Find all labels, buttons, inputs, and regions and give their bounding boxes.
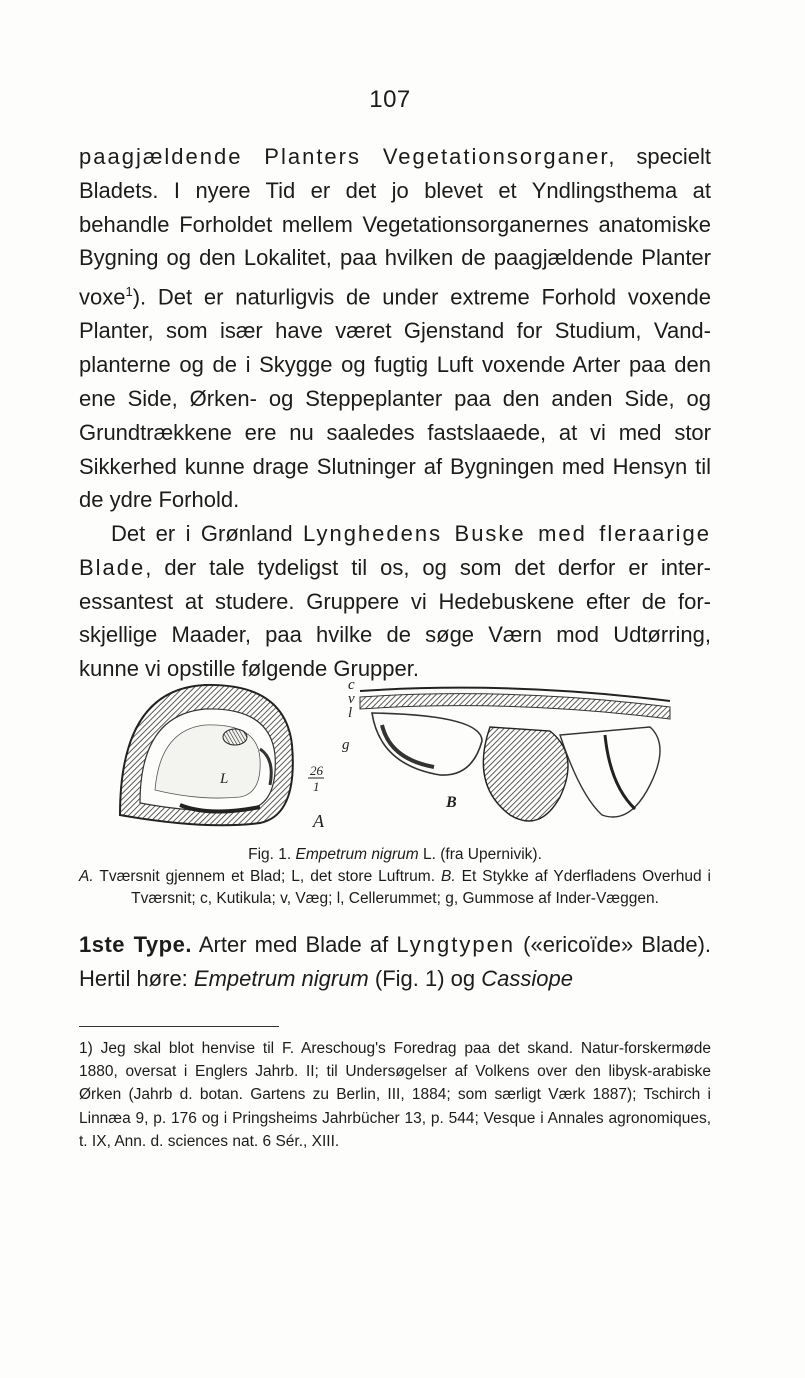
- page-number: 107: [369, 86, 411, 113]
- figure-1-drawing: [110, 675, 715, 835]
- paragraph-1-body: specielt Bladets. I nyere Tid er det jo blevet et Yndlingsthema at behandle Forholdet mellem Vegetationsorganernes anatomiske Bygning og den Lokalitet, paa hvilken de paagjældende Planter voxe: [79, 144, 711, 310]
- drawing-a-leaf-cross-section: [120, 685, 325, 831]
- caption-label-B: B.: [441, 868, 456, 885]
- species-empetrum: Empetrum nigrum: [193, 965, 369, 991]
- magnification-numerator: 26: [310, 763, 323, 778]
- footnote-text: ) Jeg skal blot henvise til F. Areschoug's Foredrag paa det skand. Natur-forskermøde 1880, oversat i Englers Jahrb. II; til Undersøgelser af Volkens over den libysk-arabiske Ørken (Jahrb d. botan. Gartens zu Berlin, III, 1884; som særligt Værk 1887); Tschirch i Linnæa 9, p. 176 og i Pringsheims Jahrbücher 13, p. 544; Vesque i Annales agronomiques, t. IX, Ann. d. sciences nat. 6 Sér., XIII.: [79, 1040, 711, 1150]
- type-spaced-term: Lyngtypen: [396, 932, 516, 957]
- type-text-1: Arter med Blade af: [191, 932, 397, 957]
- label-g: g: [342, 737, 350, 753]
- type-text-3: (Fig. 1) og: [368, 965, 482, 991]
- paragraph-2-emphasis: Lynghedens Buske med fleraarige Blade: [79, 521, 712, 580]
- paragraph-1: [79, 140, 711, 517]
- paragraph-2-rest: , der tale tydeligst til os, og som det derfor er inter-essantest at studere. Gruppere vi Hedebuskene efter de for-skjellige Maader, paa hvilke de søge Værn mod Udtørring, kunne vi opstille følgende Grupper.: [79, 554, 711, 682]
- caption-title-prefix: Fig. 1.: [248, 846, 296, 863]
- figure-caption: [79, 844, 711, 910]
- magnification-denominator: 1: [313, 779, 320, 794]
- footnote-marker: 1: [79, 1040, 88, 1057]
- label-B: B: [446, 794, 457, 811]
- caption-label-A: A.: [79, 868, 94, 885]
- footnote: [79, 1037, 711, 1153]
- caption-body: [79, 866, 711, 910]
- label-L: L: [220, 771, 229, 787]
- paragraph-2-lead: Det er i Grønland: [111, 521, 304, 547]
- label-l: l: [348, 705, 353, 721]
- caption-title-suffix: L. (fra Upernivik).: [418, 846, 542, 863]
- footnote-ref[interactable]: 1: [125, 284, 133, 300]
- paragraph-1-rest: ). Det er naturligvis de under extreme Forhold voxende Planter, som især have været Gjenstand for Studium, Vand-planterne og de i Skygge og fugtig Luft voxende Arter paa den ene Side, Ørken- og Steppeplanter paa den anden Side, og Grundtrækkene ere nu saaledes fastslaaede, at vi med stor Sikkerhed kunne drage Slutninger af Bygningen med Hensyn til de ydre Forhold.: [79, 284, 711, 513]
- type-text-2: («ericoïde» Blade). Hertil høre:: [79, 932, 712, 991]
- label-c: c: [348, 677, 355, 693]
- drawing-b-epidermis-section: [342, 677, 670, 821]
- caption-text-B: Et Stykke af Yderfladens Overhud i Tværsnit; c, Kutikula; v, Væg; l, Cellerummet; g, Gummose af Inder-Væggen.: [131, 868, 711, 907]
- type-paragraph: [79, 928, 711, 996]
- paragraph-2: [79, 517, 711, 686]
- label-A: A: [313, 811, 324, 831]
- footnote-divider: [79, 1026, 279, 1027]
- body-text: [79, 140, 711, 686]
- species-cassiope: Cassiope: [481, 965, 573, 991]
- label-v: v: [348, 691, 355, 707]
- caption-title: [79, 844, 711, 866]
- paragraph-1-lead: paagjældende Planters Vegetationsorganer,: [79, 144, 617, 169]
- caption-text-A: Tværsnit gjennem et Blad; L, det store Luftrum.: [93, 868, 442, 885]
- caption-title-species: Empetrum nigrum: [295, 846, 419, 863]
- type-label: 1ste Type.: [79, 932, 192, 957]
- figure-1: [110, 675, 715, 835]
